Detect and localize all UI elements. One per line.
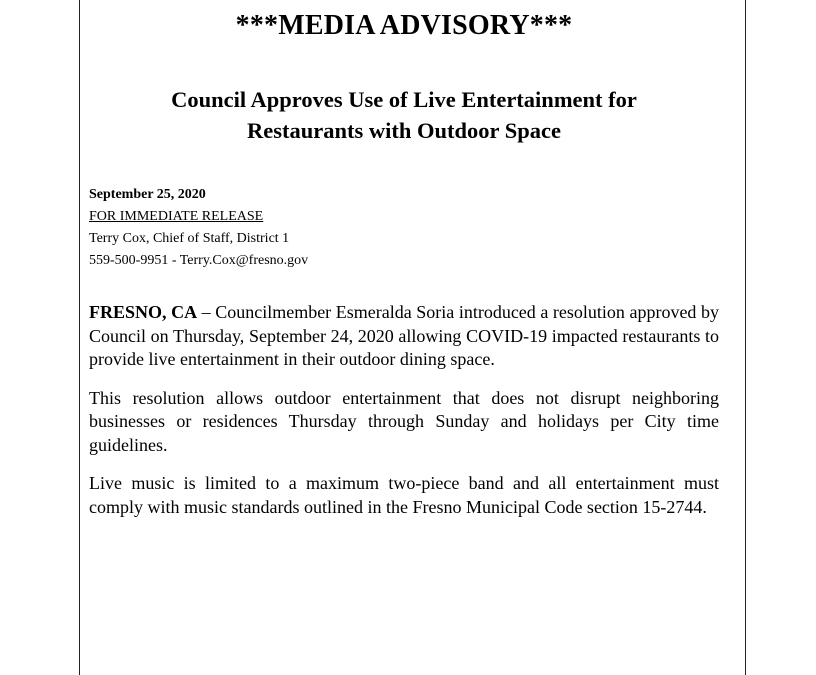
paragraph-2: This resolution allows outdoor entertainment that does not disrupt neighboring businesses or residences Thursday through Sunday and holidays per City time guidelines. — [89, 387, 719, 455]
contact-name: Terry Cox, Chief of Staff, District 1 — [89, 231, 290, 246]
release-metadata — [89, 184, 308, 272]
headline-line-1: Council Approves Use of Live Entertainment for — [171, 87, 637, 112]
release-label: FOR IMMEDIATE RELEASE — [89, 209, 264, 224]
contact-phone-email: 559-500-9951 - Terry.Cox@fresno.gov — [89, 253, 309, 268]
media-advisory-title: ***MEDIA ADVISORY*** — [235, 10, 573, 41]
release-date: September 25, 2020 — [89, 187, 206, 202]
paragraph-3: Live music is limited to a maximum two-piece band and all entertainment must comply with music standards outlined in the Fresno Municipal Code section 15-2744. — [89, 473, 719, 517]
dateline: FRESNO, CA — [89, 302, 198, 322]
paragraph-1-text: – Councilmember Esmeralda Soria introduced a resolution approved by Council on Thursday, September 24, 2020 allowing COVID-19 impacted restaurants to provide live entertainment in their outdoor dining space. — [89, 302, 719, 369]
paragraph-1 — [89, 301, 719, 372]
headline-line-2: Restaurants with Outdoor Space — [247, 118, 561, 143]
headline — [89, 84, 719, 146]
body-text — [89, 301, 719, 534]
